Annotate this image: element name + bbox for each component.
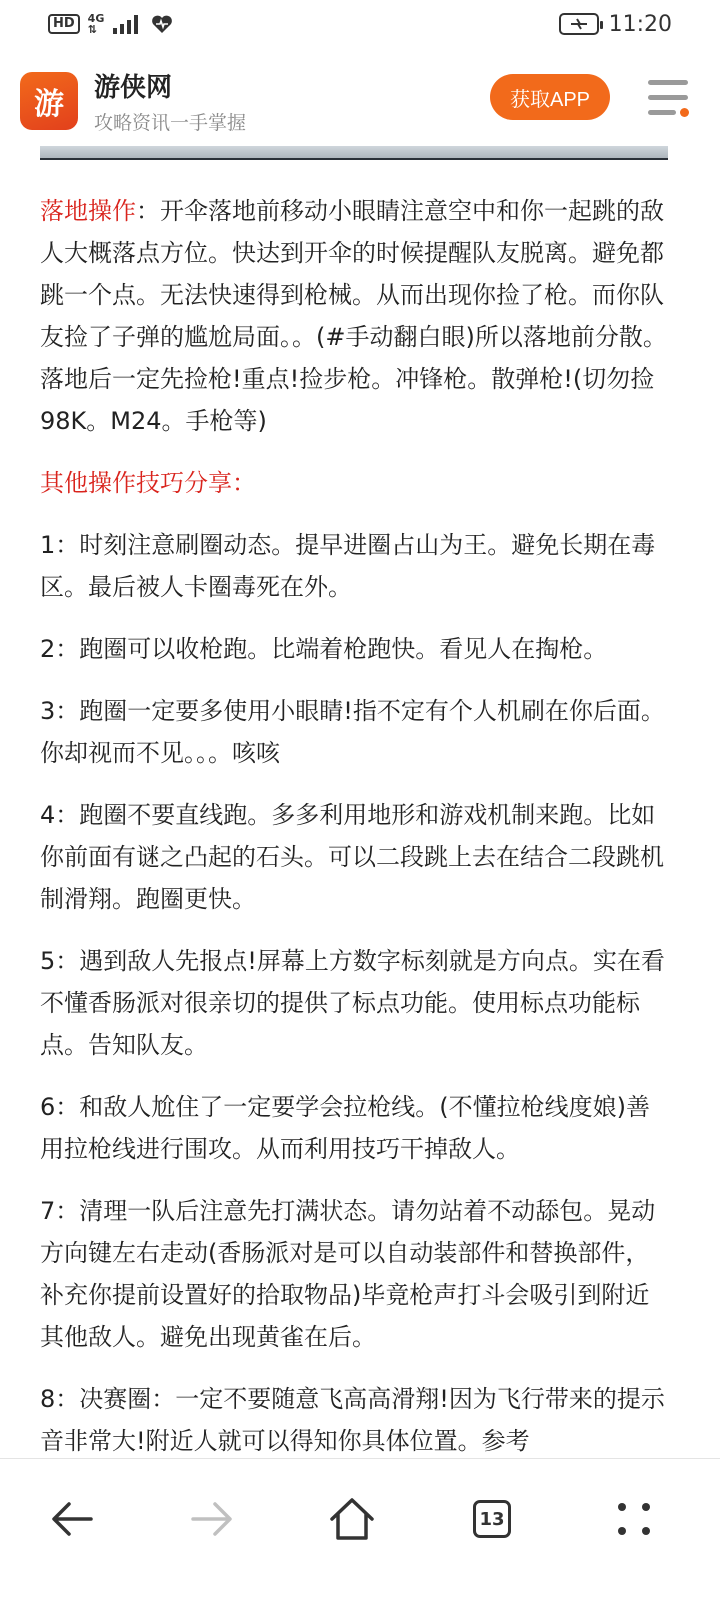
brand-tagline: 攻略资讯一手掌握 — [94, 112, 247, 134]
brand-name: 游侠网 — [94, 73, 173, 103]
section-title: 其他操作技巧分享： — [40, 469, 256, 497]
article-image-bottom-edge — [40, 146, 668, 160]
forward-arrow-icon — [189, 1499, 235, 1539]
network-indicator — [88, 13, 105, 35]
health-heart-icon — [150, 13, 174, 35]
back-arrow-icon — [49, 1499, 95, 1539]
landing-label: 落地操作 — [40, 197, 136, 225]
clock: 11:20 — [608, 11, 672, 37]
network-label: 4G — [87, 12, 105, 25]
hd-badge: HD — [48, 14, 80, 34]
home-button[interactable] — [322, 1489, 382, 1549]
battery-charging-icon — [559, 13, 599, 35]
status-left — [48, 13, 174, 35]
tip-item: 7：清理一队后注意先打满状态。请勿站着不动舔包。晃动方向键左右走动(香肠派对是可以自动装部件和替换部件，补充你提前设置好的拾取物品)毕竟枪声打斗会吸引到附近其他敌人。避免出现黄雀在后。 — [40, 1197, 656, 1351]
home-icon — [328, 1497, 376, 1541]
menu-icon[interactable] — [648, 78, 690, 118]
site-logo[interactable] — [20, 72, 78, 130]
tip-item: 4：跑圈不要直线跑。多多利用地形和游戏机制来跑。比如你前面有谜之凸起的石头。可以二段跳上去在结合二段跳机制滑翔。跑圈更快。 — [40, 801, 664, 913]
signal-icon — [112, 13, 142, 35]
tip-item: 1：时刻注意刷圈动态。提早进圈占山为王。避免长期在毒区。最后被人卡圈毒死在外。 — [40, 531, 656, 601]
logo-mark: 游 — [34, 87, 64, 122]
network-arrows: ⇅ — [87, 23, 97, 36]
more-button[interactable] — [604, 1489, 664, 1549]
tabs-count-badge: 13 — [473, 1500, 511, 1538]
more-dots-icon — [614, 1499, 654, 1539]
tip-item: 3：跑圈一定要多使用小眼睛!指不定有个人机刷在你后面。你却视而不见。。。咳咳 — [40, 697, 665, 767]
tip-item: 8：决赛圈：一定不要随意飞高高滑翔!因为飞行带来的提示音非常大!附近人就可以得知你具体位置。参考 — [40, 1385, 665, 1455]
notification-dot — [680, 108, 689, 117]
brand — [94, 67, 246, 135]
back-button[interactable] — [42, 1489, 102, 1549]
status-right — [559, 12, 672, 37]
get-app-button[interactable]: 获取APP — [490, 74, 610, 120]
tabs-button[interactable] — [462, 1489, 522, 1549]
browser-bottom-nav — [0, 1458, 720, 1600]
article-body — [40, 190, 670, 1482]
paragraph-landing — [40, 190, 670, 442]
tip-item: 2：跑圈可以收枪跑。比端着枪跑快。看见人在掏枪。 — [40, 635, 608, 663]
site-header — [0, 58, 720, 144]
status-bar — [0, 0, 720, 48]
landing-text: ：开伞落地前移动小眼睛注意空中和你一起跳的敌人大概落点方位。快达到开伞的时候提醒队友脱离。避免都跳一个点。无法快速得到枪械。从而出现你捡了枪。而你队友捡了子弹的尴尬局面。。(#手动翻白眼)所以落地前分散。落地后一定先捡枪!重点!捡步枪。冲锋枪。散弹枪!(切勿捡98K。M24。手枪等) — [40, 197, 667, 435]
tip-item: 5：遇到敌人先报点!屏幕上方数字标刻就是方向点。实在看不懂香肠派对很亲切的提供了标点功能。使用标点功能标点。告知队友。 — [40, 947, 665, 1059]
tip-item: 6：和敌人尬住了一定要学会拉枪线。(不懂拉枪线度娘)善用拉枪线进行围攻。从而利用技巧干掉敌人。 — [40, 1093, 650, 1163]
forward-button[interactable] — [182, 1489, 242, 1549]
